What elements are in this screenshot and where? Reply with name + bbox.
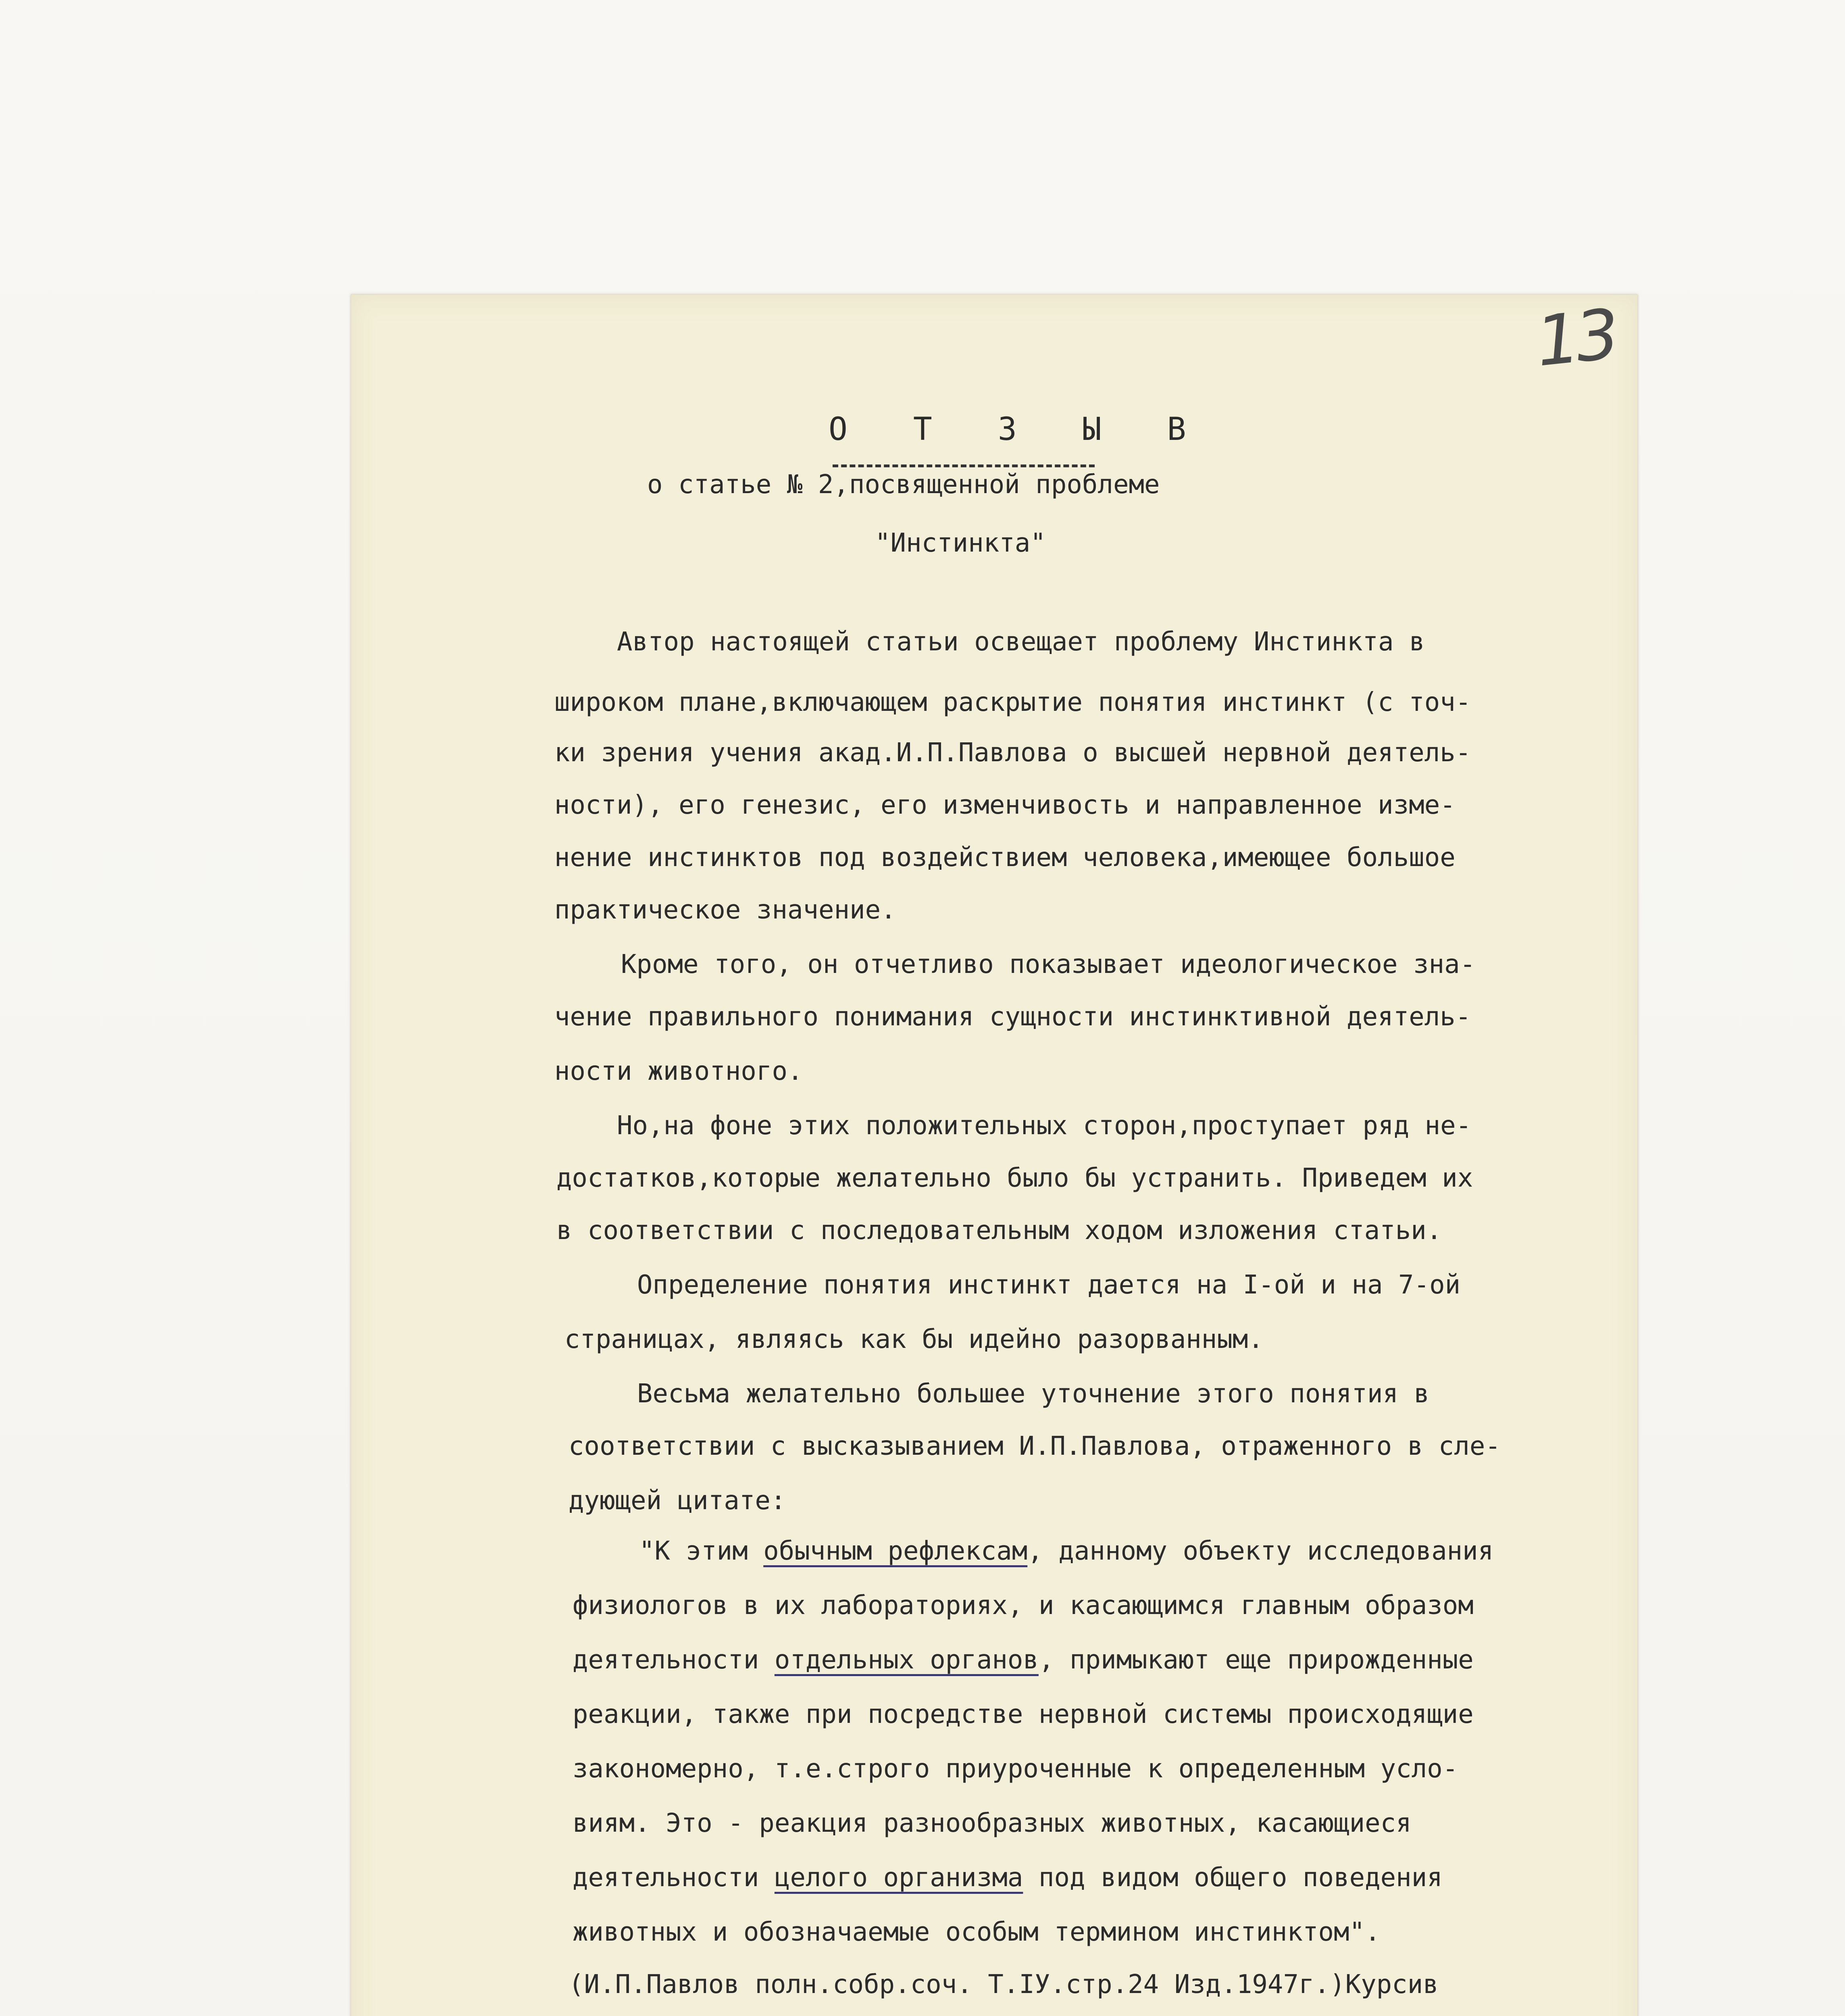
paragraph-3-line-3: в соответствии с последовательным ходом изложения статьи. <box>556 1216 1442 1245</box>
quote-line-1-end: , данному объекту исследования <box>1027 1536 1494 1566</box>
underlined-phrase-ordinary-reflexes: обычным рефлексам <box>763 1536 1028 1566</box>
paragraph-1-line-2: широком плане,включающем раскрытие понятия инстинкт (с точ- <box>554 687 1471 717</box>
quote-line-7 <box>573 1865 1443 1891</box>
quote-line-3-end: , примыкают еще прирожденные <box>1038 1645 1474 1675</box>
paragraph-1-line-5: нение инстинктов под воздействием человека,имеющее большое <box>554 843 1456 873</box>
quote-line-3-start: деятельности <box>573 1645 775 1675</box>
quote-line-7-start: деятельности <box>573 1863 775 1893</box>
paragraph-5-line-1: Весьма желательно большее уточнение этого понятия в <box>637 1379 1430 1409</box>
quote-line-1-start: "К этим <box>639 1536 764 1566</box>
quote-line-3 <box>573 1647 1474 1673</box>
quote-line-6: виям. Это - реакция разнообразных животных, касающиеся <box>573 1808 1412 1838</box>
handwritten-page-number: 13 <box>1532 294 1620 382</box>
paragraph-2-line-3: ности животного. <box>554 1056 803 1086</box>
citation-line-1: (И.П.Павлов полн.собр.соч. Т.IУ.стр.24 Изд.1947г.)Курсив <box>568 1970 1439 1999</box>
subtitle-line-1: о статье № 2,посвященной проблеме <box>647 470 1160 500</box>
paragraph-1-line-4: ности), его генезис, его изменчивость и направленное изме- <box>554 790 1456 820</box>
paragraph-4-line-2: страницах, являясь как бы идейно разорванным. <box>564 1325 1264 1354</box>
paragraph-2-line-2: чение правильного понимания сущности инстинктивной деятель- <box>554 1002 1471 1032</box>
quote-line-2: физиологов в их лабораториях, и касающимся главным образом <box>573 1591 1474 1620</box>
paragraph-1-line-3: ки зрения учения акад.И.П.Павлова о высшей нервной деятель- <box>554 738 1471 768</box>
paragraph-4-line-1: Определение понятия инстинкт дается на I-ой и на 7-ой <box>637 1270 1461 1300</box>
paragraph-5-line-3: дующей цитате: <box>568 1486 786 1516</box>
quote-line-1 <box>639 1538 1493 1564</box>
quote-line-8: животных и обозначаемые особым термином инстинктом". <box>573 1917 1381 1947</box>
paragraph-3-line-1: Но,на фоне этих положительных сторон,проступает ряд не- <box>617 1111 1472 1141</box>
paragraph-1-line-6: практическое значение. <box>554 895 896 925</box>
paragraph-5-line-2: соответствии с высказыванием И.П.Павлова, отраженного в сле- <box>568 1431 1501 1461</box>
quote-line-4: реакции, также при посредстве нервной системы происходящие <box>573 1699 1474 1729</box>
paragraph-2-line-1: Кроме того, он отчетливо показывает идеологическое зна- <box>621 950 1476 979</box>
underlined-phrase-whole-organism: целого организма <box>774 1863 1023 1893</box>
subtitle-line-2: "Инстинкта" <box>875 528 1046 558</box>
paragraph-3-line-2: достатков,которые желательно было бы устранить. Приведем их <box>556 1163 1473 1193</box>
paragraph-1-line-1: Автор настоящей статьи освещает проблему Инстинкта в <box>617 627 1425 657</box>
document-title: О Т З Ы В <box>829 411 1210 448</box>
quote-line-5: закономерно, т.е.строго приуроченные к определенным усло- <box>573 1754 1458 1784</box>
quote-line-7-end: под видом общего поведения <box>1023 1863 1443 1893</box>
underlined-phrase-separate-organs: отдельных органов <box>774 1645 1039 1675</box>
title-underline <box>833 464 1095 467</box>
